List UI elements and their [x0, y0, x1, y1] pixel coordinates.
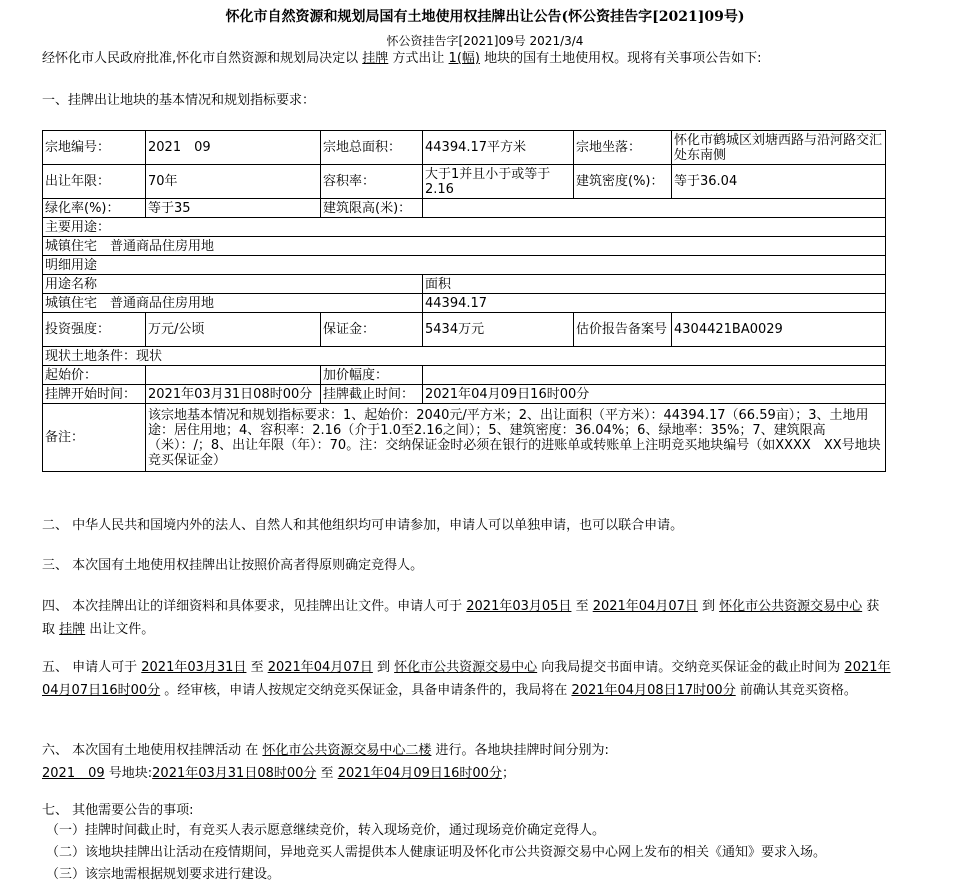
- listing-start-value: 2021年03月31日08时00分: [146, 385, 321, 404]
- building-density-label: 建筑密度(%)：: [574, 165, 672, 199]
- starting-price-value: [146, 366, 321, 385]
- total-area-label: 宗地总面积：: [321, 131, 423, 165]
- table-row: [43, 131, 886, 165]
- use-name-value: 城镇住宅 普通商品住房用地: [43, 294, 423, 313]
- listing-parcel-code: 2021 09: [42, 766, 105, 781]
- table-row: [43, 366, 886, 385]
- table-row: [43, 199, 886, 218]
- term-value: 70年: [146, 165, 321, 199]
- section-1-heading: 一、挂牌出让地块的基本情况和规划指标要求：: [42, 93, 316, 108]
- application-start-date: 2021年03月31日: [141, 660, 247, 675]
- building-density-value: 等于36.04: [672, 165, 886, 199]
- location-label: 宗地坐落：: [574, 131, 672, 165]
- table-row: [43, 294, 886, 313]
- listing-end-value: 2021年04月09日16时00分: [423, 385, 886, 404]
- section-7-item-1: （一）挂牌时间截止时，有竞买人表示愿意继续竞价，转入现场竞价，通过现场竞价确定竞得人。: [46, 823, 606, 838]
- term-label: 出让年限：: [43, 165, 146, 199]
- table-row: [43, 218, 886, 237]
- investment-intensity-label: 投资强度：: [43, 313, 146, 347]
- section-7-item-3: （三）该宗地需根据规划要求进行建设。: [46, 867, 281, 882]
- doc-end-date: 2021年04月07日: [592, 599, 698, 614]
- area-value: 44394.17: [423, 294, 886, 313]
- bid-increment-value: [423, 366, 886, 385]
- section-7-heading: 七、 其他需要公告的事项:: [42, 803, 194, 818]
- section-7-item-2: （二）该地块挂牌出让活动在疫情期间，异地竞买人需提供本人健康证明及怀化市公共资源交易中心网上发布的相关《通知》要求入场。: [46, 845, 827, 860]
- land-condition: 现状土地条件：现状: [43, 347, 886, 366]
- table-row: [43, 404, 886, 472]
- table-row: [43, 256, 886, 275]
- remarks-label: 备注：: [43, 404, 146, 472]
- doc-start-date: 2021年03月05日: [466, 599, 572, 614]
- section-3: 三、 本次国有土地使用权挂牌出让按照价高者得原则确定竞得人。: [42, 558, 424, 573]
- appraisal-record-value: 4304421BA0029: [672, 313, 886, 347]
- investment-intensity-value: 万元/公顷: [146, 313, 321, 347]
- intro-paragraph: 经怀化市人民政府批准,怀化市自然资源和规划局决定以 挂牌 方式出让 1(幅) 地块的国有土地使用权。现将有关事项公告如下:: [42, 51, 762, 66]
- greening-rate-label: 绿化率(%)：: [43, 199, 146, 218]
- table-row: [43, 165, 886, 199]
- appraisal-record-label: 估价报告备案号: [574, 313, 672, 347]
- starting-price-label: 起始价：: [43, 366, 146, 385]
- bid-increment-label: 加价幅度：: [321, 366, 423, 385]
- notice-number-date: 怀公资挂告字[2021]09号 2021/3/4: [386, 34, 584, 48]
- table-row: [43, 275, 886, 294]
- total-area-value: 44394.17平方米: [423, 131, 574, 165]
- deposit-label: 保证金：: [321, 313, 423, 347]
- transfer-method: 挂牌: [362, 51, 389, 66]
- listing-end-time: 2021年04月09日16时00分: [337, 766, 502, 781]
- doc-method: 挂牌: [59, 622, 86, 637]
- application-end-date: 2021年04月07日: [267, 660, 373, 675]
- deposit-deadline: 2021年04月07日16时00分: [42, 660, 891, 698]
- detail-use-label: 明细用途: [43, 256, 886, 275]
- listing-start-time: 2021年03月31日08时00分: [152, 766, 317, 781]
- height-limit-label: 建筑限高(米)：: [321, 199, 423, 218]
- parcel-id-value: 2021 09: [146, 131, 321, 165]
- location-value: 怀化市鹤城区刘塘西路与沿河路交汇处东南侧: [672, 131, 886, 165]
- section-5: 五、 申请人可于 2021年03月31日 至 2021年04月07日 到 怀化市公共资源交易中心 向我局提交书面申请。交纳竞买保证金的截止时间为 2021年04月07日16时00分 。经审核，申请人按规定交纳竞买保证金，具备申请条件的，我局将在 2021年04月08日17时00分 前确认其竞买资格。: [42, 660, 891, 698]
- use-name-header: 用途名称: [43, 275, 423, 294]
- height-limit-value: [423, 199, 886, 218]
- parcel-info-table: [42, 130, 886, 472]
- doc-place: 怀化市公共资源交易中心: [719, 599, 863, 614]
- table-row: [43, 313, 886, 347]
- plot-ratio-label: 容积率：: [321, 165, 423, 199]
- section-6: 六、 本次国有土地使用权挂牌活动 在 怀化市公共资源交易中心二楼 进行。各地块挂牌时间分别为: 2021 09 号地块:2021年03月31日08时00分 至 2021年04月09日16时00分；: [42, 743, 609, 781]
- main-use-value: 城镇住宅 普通商品住房用地: [43, 237, 886, 256]
- area-header: 面积: [423, 275, 886, 294]
- listing-start-label: 挂牌开始时间：: [43, 385, 146, 404]
- plot-ratio-value: 大于1并且小于或等于2.16: [423, 165, 574, 199]
- section-4: 四、 本次挂牌出让的详细资料和具体要求，见挂牌出让文件。申请人可于 2021年03月05日 至 2021年04月07日 到 怀化市公共资源交易中心 获取 挂牌 出让文件。: [42, 599, 880, 637]
- parcel-id-label: 宗地编号：: [43, 131, 146, 165]
- parcel-count: 1(幅): [448, 51, 480, 66]
- main-use-label: 主要用途：: [43, 218, 886, 237]
- deposit-value: 5434万元: [423, 313, 574, 347]
- table-row: [43, 385, 886, 404]
- section-2: 二、 中华人民共和国境内外的法人、自然人和其他组织均可申请参加，申请人可以单独申请，也可以联合申请。: [42, 518, 684, 533]
- listing-end-label: 挂牌截止时间：: [321, 385, 423, 404]
- qualification-deadline: 2021年04月08日17时00分: [571, 683, 736, 698]
- listing-venue: 怀化市公共资源交易中心二楼: [262, 743, 432, 758]
- remarks-value: 该宗地基本情况和规划指标要求：1、起始价：2040元/平方米；2、出让面积（平方米）：44394.17（66.59亩）；3、土地用途：居住用地；4、容积率：2.16（介于1.0至2.16之间）；5、建筑密度：36.04%；6、绿地率：35%；7、建筑限高（米）：/；8、出让年限（年）：70。注：交纳保证金时必须在银行的进账单或转账单上注明竞买地块编号（如XXXX XX号地块竞买保证金）: [146, 404, 886, 472]
- table-row: [43, 347, 886, 366]
- application-place: 怀化市公共资源交易中心: [394, 660, 538, 675]
- page-title: 怀化市自然资源和规划局国有土地使用权挂牌出让公告(怀公资挂告字[2021]09号): [225, 9, 745, 25]
- greening-rate-value: 等于35: [146, 199, 321, 218]
- table-row: [43, 237, 886, 256]
